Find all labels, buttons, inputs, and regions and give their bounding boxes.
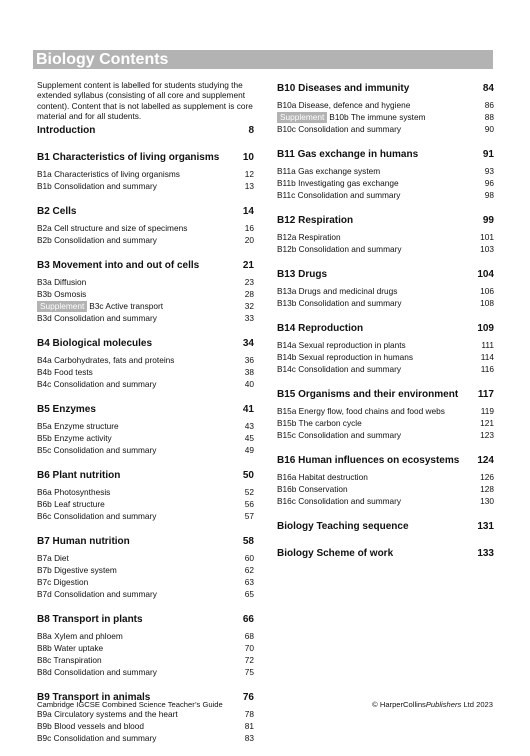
- entry-label: B11b Investigating gas exchange: [277, 178, 399, 188]
- entry-label: B6b Leaf structure: [37, 499, 105, 509]
- entry-text: [277, 339, 406, 351]
- contents-entry: [277, 363, 494, 375]
- entry-page-number: 49: [244, 445, 254, 455]
- section-page-number: 41: [242, 404, 254, 415]
- section-title: B3 Movement into and out of cells: [37, 260, 200, 271]
- entry-label: B15b The carbon cycle: [277, 418, 362, 428]
- section-heading: [277, 321, 494, 336]
- section-title: B8 Transport in plants: [37, 614, 143, 625]
- section-title: B11 Gas exchange in humans: [277, 149, 419, 160]
- entry-label: B1a Characteristics of living organisms: [37, 169, 180, 179]
- entry-page-number: 43: [244, 421, 254, 431]
- entry-page-number: 78: [244, 709, 254, 719]
- section-page-number: 99: [482, 215, 494, 226]
- entry-page-number: 98: [484, 190, 494, 200]
- section-title: B16 Human influences on ecosystems: [277, 455, 460, 466]
- entry-label: B8c Transpiration: [37, 655, 102, 665]
- section-heading: [37, 534, 254, 549]
- contents-entry: [277, 297, 494, 309]
- contents-entry: [277, 429, 494, 441]
- entry-text: [37, 576, 88, 588]
- section-page-number: 117: [477, 389, 494, 400]
- entry-label: B10a Disease, defence and hygiene: [277, 100, 411, 110]
- section-page-number: 109: [477, 323, 494, 334]
- entry-text: [37, 732, 156, 744]
- section-title: B4 Biological molecules: [37, 338, 153, 349]
- entry-label: B2b Consolidation and summary: [37, 235, 157, 245]
- entry-label: B3d Consolidation and summary: [37, 313, 157, 323]
- entry-page-number: 13: [244, 181, 254, 191]
- contents-column-left: [37, 123, 254, 756]
- entry-label: B3c Active transport: [89, 301, 164, 311]
- entry-page-number: 111: [481, 340, 494, 350]
- entry-text: [277, 429, 401, 441]
- entry-page-number: 88: [484, 112, 494, 122]
- section-title: B5 Enzymes: [37, 404, 96, 415]
- contents-entry: [37, 300, 254, 312]
- entry-label: B4b Food tests: [37, 367, 93, 377]
- section-heading: [37, 123, 254, 138]
- entry-text: [277, 177, 399, 189]
- entry-text: [37, 312, 157, 324]
- section-page-number: 104: [477, 269, 494, 280]
- entry-label: B1b Consolidation and summary: [37, 181, 157, 191]
- entry-text: [37, 432, 112, 444]
- entry-label: B6c Consolidation and summary: [37, 511, 157, 521]
- entry-text: [277, 417, 362, 429]
- contents-entry: [37, 642, 254, 654]
- entry-text: [277, 99, 410, 111]
- entry-page-number: 101: [480, 232, 494, 242]
- entry-label: B11c Consolidation and summary: [277, 190, 401, 200]
- section-heading: [277, 387, 494, 402]
- entry-page-number: 33: [244, 313, 254, 323]
- entry-label: B7a Diet: [37, 553, 69, 563]
- entry-text: [37, 366, 93, 378]
- contents-entry: [37, 630, 254, 642]
- contents-entry: [37, 552, 254, 564]
- supplement-badge: Supplement: [277, 112, 327, 123]
- contents-entry: [277, 285, 494, 297]
- contents-entry: [37, 720, 254, 732]
- entry-text: [37, 720, 144, 732]
- entry-text: [37, 222, 187, 234]
- section-heading: [37, 258, 254, 273]
- contents-entry: [37, 444, 254, 456]
- contents-section: [277, 147, 494, 201]
- entry-page-number: 32: [244, 301, 254, 311]
- section-heading: [277, 267, 494, 282]
- section-page-number: 50: [242, 470, 254, 481]
- contents-entry: [277, 177, 494, 189]
- section-page-number: 58: [242, 536, 254, 547]
- contents-entry: [37, 378, 254, 390]
- section-page-number: 91: [482, 149, 494, 160]
- section-title: B10 Diseases and immunity: [277, 83, 410, 94]
- entry-label: B13a Drugs and medicinal drugs: [277, 286, 398, 296]
- entry-label: B4c Consolidation and summary: [37, 379, 157, 389]
- entry-text: [277, 363, 401, 375]
- contents-entry: [277, 351, 494, 363]
- entry-text: [37, 666, 157, 678]
- contents-column-right: [277, 81, 494, 573]
- contents-section: [37, 612, 254, 678]
- contents-section: [277, 546, 494, 561]
- entry-label: B11a Gas exchange system: [277, 166, 381, 176]
- entry-text: [37, 564, 117, 576]
- contents-entry: [277, 123, 494, 135]
- entry-label: B16b Conservation: [277, 484, 348, 494]
- entry-text: [37, 510, 156, 522]
- entry-text: [277, 405, 445, 417]
- entry-page-number: 90: [484, 124, 494, 134]
- contents-entry: [37, 366, 254, 378]
- contents-entry: [277, 417, 494, 429]
- section-heading: [277, 81, 494, 96]
- entry-page-number: 56: [244, 499, 254, 509]
- entry-text: [37, 486, 110, 498]
- section-title: B13 Drugs: [277, 269, 328, 280]
- entry-label: B16c Consolidation and summary: [277, 496, 402, 506]
- contents-section: [37, 336, 254, 390]
- contents-entry: [37, 222, 254, 234]
- section-page-number: 76: [242, 692, 254, 703]
- contents-entry: [277, 495, 494, 507]
- contents-entry: [37, 510, 254, 522]
- section-page-number: 66: [242, 614, 254, 625]
- contents-section: [277, 321, 494, 375]
- contents-entry: [37, 498, 254, 510]
- entry-label: B10c Consolidation and summary: [277, 124, 402, 134]
- contents-entry: [277, 99, 494, 111]
- entry-page-number: 28: [244, 289, 254, 299]
- entry-text: [277, 297, 402, 309]
- entry-page-number: 38: [244, 367, 254, 377]
- section-page-number: 21: [242, 260, 254, 271]
- section-title: Biology Teaching sequence: [277, 521, 409, 532]
- entry-text: [37, 420, 119, 432]
- entry-label: B5c Consolidation and summary: [37, 445, 157, 455]
- entry-label: B14b Sexual reproduction in humans: [277, 352, 414, 362]
- entry-label: B8a Xylem and phloem: [37, 631, 123, 641]
- entry-text: [37, 444, 156, 456]
- entry-text: [277, 471, 368, 483]
- entry-label: B16a Habitat destruction: [277, 472, 368, 482]
- contents-entry: [37, 588, 254, 600]
- entry-text: [277, 495, 401, 507]
- entry-label: B7b Digestive system: [37, 565, 117, 575]
- section-heading: [277, 519, 494, 534]
- entry-text: [277, 165, 380, 177]
- entry-label: B5b Enzyme activity: [37, 433, 112, 443]
- section-heading: [277, 147, 494, 162]
- entry-text: [37, 378, 156, 390]
- contents-entry: [37, 234, 254, 246]
- entry-page-number: 70: [244, 643, 254, 653]
- entry-page-number: 12: [244, 169, 254, 179]
- page-title: Biology Contents: [33, 50, 493, 69]
- contents-entry: [277, 483, 494, 495]
- entry-text: [277, 111, 426, 123]
- entry-text: [277, 243, 402, 255]
- footer-book-title: Cambridge IGCSE Combined Science Teacher’s Guide: [37, 700, 223, 709]
- contents-entry: [37, 288, 254, 300]
- section-title: B14 Reproduction: [277, 323, 364, 334]
- contents-entry: [37, 564, 254, 576]
- entry-text: [37, 300, 163, 312]
- entry-label: B9b Blood vessels and blood: [37, 721, 145, 731]
- contents-entry: [37, 576, 254, 588]
- entry-page-number: 116: [480, 364, 494, 374]
- entry-text: [277, 123, 401, 135]
- supplement-note: Supplement content is labelled for students studying the extended syllabus (consisting of all core and supplement content). Content that is not labelled as supplement is core material and for all students.: [37, 80, 253, 121]
- entry-text: [277, 285, 397, 297]
- entry-text: [37, 276, 86, 288]
- entry-page-number: 36: [244, 355, 254, 365]
- contents-entry: [37, 312, 254, 324]
- entry-label: B9a Circulatory systems and the heart: [37, 709, 178, 719]
- contents-entry: [37, 180, 254, 192]
- supplement-badge: Supplement: [37, 301, 87, 312]
- section-heading: [277, 546, 494, 561]
- entry-page-number: 62: [244, 565, 254, 575]
- section-title: B1 Characteristics of living organisms: [37, 152, 220, 163]
- entry-page-number: 75: [244, 667, 254, 677]
- entry-text: [37, 642, 103, 654]
- contents-entry: [37, 654, 254, 666]
- contents-section: [277, 213, 494, 255]
- contents-entry: [37, 168, 254, 180]
- entry-page-number: 93: [484, 166, 494, 176]
- entry-page-number: 60: [244, 553, 254, 563]
- entry-label: B6a Photosynthesis: [37, 487, 111, 497]
- entry-text: [37, 498, 105, 510]
- entry-page-number: 119: [480, 406, 494, 416]
- entry-label: B3a Diffusion: [37, 277, 87, 287]
- contents-section: [37, 123, 254, 138]
- entry-label: B7c Digestion: [37, 577, 89, 587]
- entry-label: B7d Consolidation and summary: [37, 589, 157, 599]
- page-footer: [37, 700, 493, 709]
- section-page-number: 124: [477, 455, 494, 466]
- contents-entry: [277, 471, 494, 483]
- contents-entry: [277, 243, 494, 255]
- entry-text: [37, 588, 157, 600]
- entry-label: B8b Water uptake: [37, 643, 104, 653]
- entry-page-number: 72: [244, 655, 254, 665]
- entry-text: [37, 630, 123, 642]
- entry-text: [37, 654, 102, 666]
- section-page-number: 84: [482, 83, 494, 94]
- entry-label: B15a Energy flow, food chains and food webs: [277, 406, 445, 416]
- contents-entry: [37, 732, 254, 744]
- section-page-number: 10: [242, 152, 254, 163]
- entry-page-number: 83: [244, 733, 254, 743]
- entry-label: B14c Consolidation and summary: [277, 364, 402, 374]
- entry-text: [37, 234, 157, 246]
- entry-page-number: 45: [244, 433, 254, 443]
- contents-section: [37, 150, 254, 192]
- contents-entry: [277, 189, 494, 201]
- contents-section: [37, 402, 254, 456]
- entry-page-number: 130: [480, 496, 494, 506]
- entry-page-number: 96: [484, 178, 494, 188]
- contents-entry: [37, 666, 254, 678]
- entry-page-number: 123: [480, 430, 494, 440]
- contents-section: [37, 258, 254, 324]
- entry-page-number: 114: [480, 352, 494, 362]
- section-title: B12 Respiration: [277, 215, 354, 226]
- contents-section: [37, 468, 254, 522]
- section-title: B2 Cells: [37, 206, 77, 217]
- entry-label: B8d Consolidation and summary: [37, 667, 157, 677]
- section-heading: [277, 213, 494, 228]
- contents-entry: [37, 708, 254, 720]
- entry-text: [37, 288, 86, 300]
- section-heading: [37, 336, 254, 351]
- entry-label: B13b Consolidation and summary: [277, 298, 402, 308]
- entry-label: B9c Consolidation and summary: [37, 733, 157, 743]
- section-title: B6 Plant nutrition: [37, 470, 121, 481]
- entry-page-number: 106: [480, 286, 494, 296]
- entry-text: [277, 189, 400, 201]
- entry-text: [277, 351, 413, 363]
- contents-entry: [37, 420, 254, 432]
- section-page-number: 133: [477, 548, 494, 559]
- entry-page-number: 52: [244, 487, 254, 497]
- entry-page-number: 63: [244, 577, 254, 587]
- entry-text: [37, 180, 157, 192]
- contents-section: [37, 690, 254, 744]
- section-heading: [277, 453, 494, 468]
- section-title: Biology Scheme of work: [277, 548, 394, 559]
- entry-page-number: 103: [480, 244, 494, 254]
- entry-label: B12a Respiration: [277, 232, 341, 242]
- entry-page-number: 40: [244, 379, 254, 389]
- entry-page-number: 65: [244, 589, 254, 599]
- contents-entry: [277, 231, 494, 243]
- contents-entry: [37, 432, 254, 444]
- entry-text: [37, 168, 180, 180]
- contents-entry: [277, 405, 494, 417]
- section-title: B7 Human nutrition: [37, 536, 130, 547]
- entry-page-number: 16: [244, 223, 254, 233]
- contents-section: [277, 519, 494, 534]
- footer-copyright: © HarperCollinsPublishers Ltd 2023: [372, 700, 493, 709]
- contents-section: [277, 387, 494, 441]
- entry-label: B5a Enzyme structure: [37, 421, 119, 431]
- entry-page-number: 108: [480, 298, 494, 308]
- contents-entry: [37, 486, 254, 498]
- section-page-number: 131: [477, 521, 494, 532]
- contents-entry: [277, 165, 494, 177]
- entry-label: B14a Sexual reproduction in plants: [277, 340, 406, 350]
- entry-page-number: 86: [484, 100, 494, 110]
- section-heading: [37, 204, 254, 219]
- section-heading: [37, 150, 254, 165]
- contents-section: [37, 204, 254, 246]
- entry-page-number: 121: [480, 418, 494, 428]
- section-page-number: 14: [242, 206, 254, 217]
- entry-page-number: 128: [480, 484, 494, 494]
- entry-label: B3b Osmosis: [37, 289, 87, 299]
- section-page-number: 8: [248, 125, 254, 136]
- contents-section: [37, 534, 254, 600]
- entry-text: [37, 552, 69, 564]
- entry-label: B4a Carbohydrates, fats and proteins: [37, 355, 175, 365]
- entry-label: B10b The immune system: [329, 112, 426, 122]
- entry-label: B15c Consolidation and summary: [277, 430, 402, 440]
- contents-entry: [37, 354, 254, 366]
- entry-page-number: 126: [480, 472, 494, 482]
- contents-entry: [37, 276, 254, 288]
- entry-page-number: 20: [244, 235, 254, 245]
- contents-section: [277, 453, 494, 507]
- entry-page-number: 23: [244, 277, 254, 287]
- contents-entry: [277, 339, 494, 351]
- contents-section: [277, 267, 494, 309]
- section-title: Introduction: [37, 125, 96, 136]
- section-title: B15 Organisms and their environment: [277, 389, 459, 400]
- entry-text: [277, 483, 348, 495]
- entry-page-number: 68: [244, 631, 254, 641]
- entry-page-number: 81: [244, 721, 254, 731]
- section-heading: [37, 612, 254, 627]
- section-page-number: 34: [242, 338, 254, 349]
- entry-text: [277, 231, 341, 243]
- entry-text: [37, 708, 178, 720]
- section-title: B9 Transport in animals: [37, 692, 151, 703]
- contents-section: [277, 81, 494, 135]
- entry-label: B12b Consolidation and summary: [277, 244, 402, 254]
- entry-label: B2a Cell structure and size of specimens: [37, 223, 188, 233]
- entry-text: [37, 354, 174, 366]
- section-heading: [37, 402, 254, 417]
- entry-page-number: 57: [244, 511, 254, 521]
- contents-entry: [277, 111, 494, 123]
- section-heading: [37, 468, 254, 483]
